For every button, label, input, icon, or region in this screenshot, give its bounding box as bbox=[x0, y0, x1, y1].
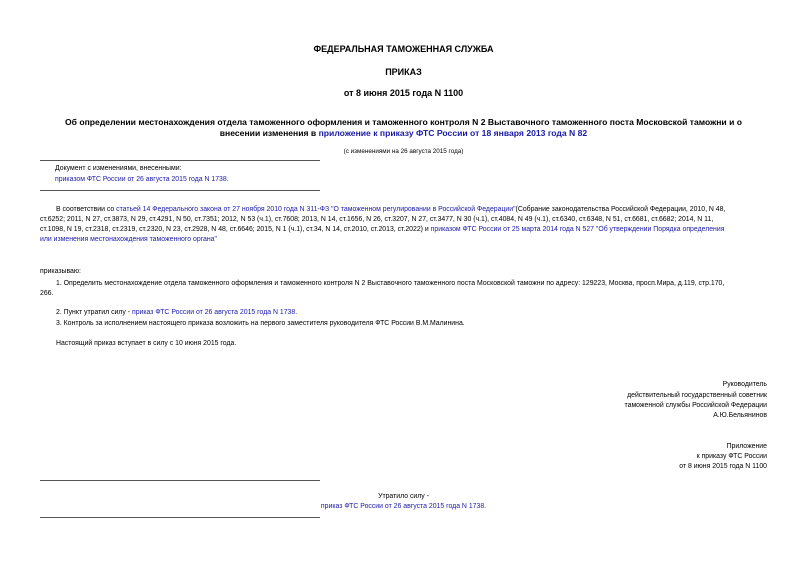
item-2-text: 2. Пункт утратил силу - bbox=[56, 309, 132, 316]
divider-top bbox=[40, 160, 320, 161]
changes-link[interactable]: приказом ФТС России от 26 августа 2015 года N 1738. bbox=[55, 176, 229, 183]
signature-position: Руководитель bbox=[722, 381, 767, 388]
appendix-title: Приложение bbox=[726, 443, 767, 450]
law-link[interactable]: статьей 14 Федерального закона от 27 ноября 2010 года N 311-ФЗ "О таможенном регулировании в Российской Федерации" bbox=[116, 206, 516, 213]
title-link[interactable]: приложение к приказу ФТС России от 18 января 2013 года N 82 bbox=[318, 128, 588, 138]
revision-note: (с изменениями на 26 августа 2015 года) bbox=[343, 148, 464, 155]
preamble-text: (Собрание законодательства Российской Федерации, 2010, N 48, bbox=[515, 206, 726, 213]
changes-label: Документ с изменениями, внесенными: bbox=[55, 165, 182, 172]
void-note-label: Утратило силу - bbox=[378, 493, 429, 500]
preamble-line3 bbox=[40, 225, 724, 235]
item-1-line2: 266. bbox=[40, 290, 54, 297]
divider-void-bottom bbox=[40, 517, 320, 518]
document-type: ПРИКАЗ bbox=[385, 67, 422, 77]
appendix-ref: к приказу ФТС России bbox=[696, 453, 767, 460]
item-2-link[interactable]: приказ ФТС России от 26 августа 2015 года N 1738. bbox=[131, 309, 298, 316]
preamble-text: ст.1098, N 19, ст.2318, ст.2319, ст.2320, N 23, ст.2928, N 48, ст.6646; 2015, N 1 (ч.1), ст.34, N 14, ст.2010, ст.2013, ст.2022) и bbox=[40, 226, 431, 233]
divider-bottom bbox=[40, 190, 320, 191]
agency-name: ФЕДЕРАЛЬНАЯ ТАМОЖЕННАЯ СЛУЖБА bbox=[313, 44, 494, 54]
title-text: внесении изменения в bbox=[219, 128, 319, 138]
effective-date: Настоящий приказ вступает в силу с 10 июня 2015 года. bbox=[56, 340, 237, 347]
item-2 bbox=[56, 308, 297, 318]
document-date-number: от 8 июня 2015 года N 1100 bbox=[343, 88, 464, 98]
preamble-text: В соответствии со bbox=[56, 206, 117, 213]
order-word: приказываю: bbox=[40, 268, 81, 275]
divider-void-top bbox=[40, 480, 320, 481]
order-527-link[interactable]: приказом ФТС России от 25 марта 2014 года N 527 "Об утверждении Порядка определения bbox=[430, 226, 725, 233]
document-title-line2 bbox=[0, 128, 807, 138]
signature-name: А.Ю.Бельянинов bbox=[713, 412, 767, 419]
order-527-link-cont[interactable]: или изменения местонахождения таможенного органа" bbox=[40, 236, 217, 243]
void-note-link[interactable]: приказ ФТС России от 26 августа 2015 года N 1738. bbox=[320, 503, 487, 510]
item-3: 3. Контроль за исполнением настоящего приказа возложить на первого заместителя руководителя ФТС России В.М.Малинина. bbox=[56, 320, 465, 327]
preamble-line2: ст.6252; 2011, N 27, ст.3873, N 29, ст.4291, N 50, ст.7351; 2012, N 53 (ч.1), ст.7608; 2013, N 14, ст.1656, N 26, ст.3207, N 27, ст.3477, N 30 (ч.1), ст.4084, N 49 (ч.1), ст.6340, ст.6348, N 51, ст.6681, ст.6682; 2014, N 11, bbox=[40, 216, 714, 223]
document-title-line1: Об определении местонахождения отдела таможенного оформления и таможенного контроля N 2 Выставочного таможенного поста Московской таможни и о bbox=[64, 117, 742, 127]
item-1-line1: 1. Определить местонахождение отдела таможенного оформления и таможенного контроля N 2 Выставочного таможенного поста Московской таможни по адресу: 129223, Москва, просп.Мира, д.119, стр.170, bbox=[56, 280, 725, 287]
appendix-date: от 8 июня 2015 года N 1100 bbox=[679, 463, 767, 470]
signature-rank: действительный государственный советник bbox=[627, 392, 767, 399]
signature-service: таможенной службы Российской Федерации bbox=[624, 402, 767, 409]
preamble-line1 bbox=[56, 205, 725, 215]
